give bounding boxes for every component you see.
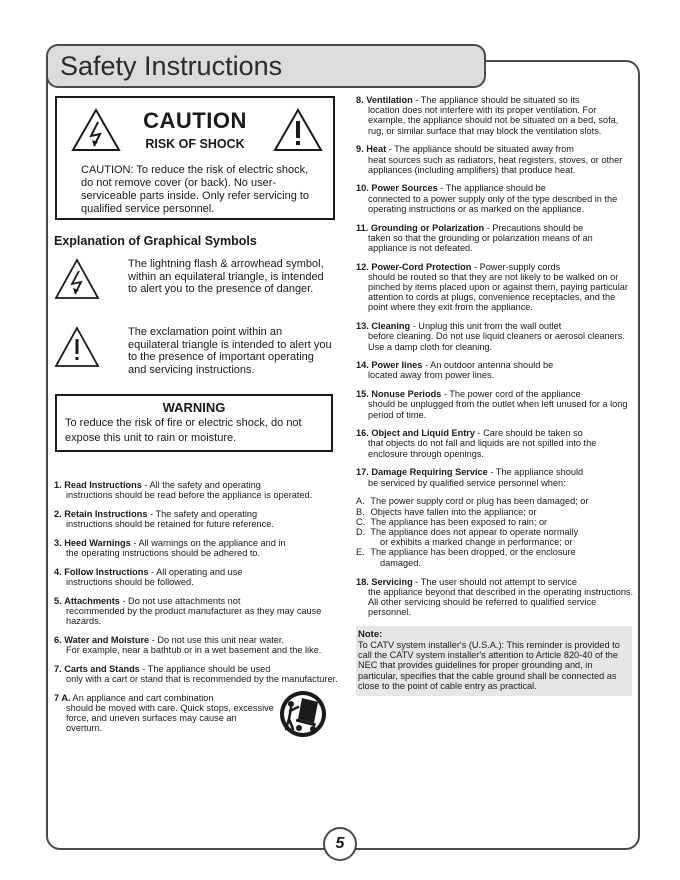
list-item: 8. Ventilation - The appliance should be situated so its location does not interfere with its proper ventilation. For example, the appliance should not be situated on a bed, sofa, rug, or similar surface that may block the ventilation slots.: [356, 95, 619, 136]
list-item: 10. Power Sources - The appliance should be connected to a power supply only of the type described in the operating instructions or as marked on the appliance.: [356, 183, 618, 214]
caution-subtitle: RISK OF SHOCK: [145, 137, 245, 151]
caution-title: CAUTION: [143, 108, 247, 133]
list-item: C. The appliance has been exposed to rain; or: [356, 516, 548, 527]
right-column: [356, 95, 634, 696]
exclamation-description: The exclamation point within an equilateral triangle is intended to alert you to the presence of important operating and servicing instructions.: [128, 326, 332, 376]
list-item: 6. Water and Moisture - Do not use this unit near water. For example, near a bathtub or in a wet basement and the like.: [54, 634, 322, 655]
list-item: 5. Attachments - Do not use attachments not recommended by the product manufacturer as they may cause hazards.: [54, 595, 322, 627]
note-text: To CATV system installer's (U.S.A.): This reminder is provided to call the CATV system installer's attention to Article 820-40 of the NEC that provides guidelines for proper grounding and, in particular, specifies that the cable ground shall be connected as close to the point of cable entry as practical.: [358, 640, 620, 691]
cart-tipover-icon: [278, 689, 328, 739]
list-item: 1. Read Instructions - All the safety and operating instructions should be read before the appliance is operated.: [54, 480, 313, 501]
warning-title: WARNING: [162, 400, 226, 415]
exclamation-triangle-icon: [273, 108, 323, 152]
cart-warning-item: 7 A. An appliance and cart combination should be moved with care. Quick stops, excessive force, and uneven surfaces may cause an overturn.: [54, 693, 338, 734]
page-title: Safety Instructions: [60, 51, 283, 81]
left-column: [54, 96, 338, 742]
list-item: E. The appliance has been dropped, or the enclosure damaged.: [356, 547, 576, 568]
list-item: 13. Cleaning - Unplug this unit from the wall outlet before cleaning. Do not use liquid cleaners or aerosol cleaners. Use a damp cloth for cleaning.: [356, 321, 625, 352]
list-item: 16. Object and Liquid Entry - Care should be taken so that objects do not fall and liquids are not spilled into the enclosure through openings.: [356, 428, 597, 459]
lightning-description: The lightning flash & arrowhead symbol, within an equilateral triangle, is intended to alert you to the presence of danger.: [128, 258, 324, 295]
list-item: 9. Heat - The appliance should be situated away from heat sources such as radiators, heat registers, stoves, or other appliances (including amplifiers) that produce heat.: [356, 144, 623, 175]
caution-text: CAUTION: To reduce the risk of electric shock, do not remove cover (or back). No user-serviceable parts inside. Only refer servicing to qualified service personnel.: [81, 164, 310, 215]
list-item: 17. Damage Requiring Service - The appliance should be serviced by qualified service personnel when:: [356, 467, 584, 488]
warning-box: [55, 394, 333, 452]
list-item: D. The appliance does not appear to operate normally or exhibits a marked change in performance; or: [356, 526, 579, 548]
list-item: 14. Power lines - An outdoor antenna should be located away from power lines.: [356, 360, 554, 381]
damage-conditions-list: [356, 496, 634, 567]
list-item: 18. Servicing - The user should not attempt to service the appliance beyond that described in the operating instructions. All other servicing should be referred to qualified service personnel.: [356, 576, 634, 618]
lightning-symbol-row: [54, 258, 338, 316]
list-item: 3. Heed Warnings - All warnings on the appliance and in the operating instructions should be adhered to.: [54, 537, 286, 559]
list-item: A. The power supply cord or plug has been damaged; or: [356, 496, 589, 507]
instructions-left-list: [54, 480, 338, 733]
list-item: 2. Retain Instructions - The safety and operating instructions should be retained for future reference.: [54, 508, 274, 530]
title-tab: [46, 44, 486, 88]
list-item: 15. Nonuse Periods - The power cord of the appliance should be unplugged from the outlet when left unused for a long period of time.: [356, 389, 628, 420]
symbols-heading: Explanation of Graphical Symbols: [54, 234, 257, 248]
list-item: 12. Power-Cord Protection - Power-supply cords should be routed so that they are not likely to be walked on or pinched by items placed upon or against them, paying particular attention to cords at plugs, convenience receptacles, and the point where they exit from the appliance.: [356, 261, 628, 313]
instructions-right-list: [356, 95, 634, 488]
caution-box: [55, 96, 335, 220]
list-item: B. Objects have fallen into the appliance; or: [356, 506, 537, 517]
list-item: 11. Grounding or Polarization - Precautions should be taken so that the grounding or polarization means of an appliance is not defeated.: [356, 222, 593, 253]
servicing-list: [356, 577, 634, 618]
catv-note: [356, 626, 632, 696]
lightning-symbol-icon: [54, 258, 100, 300]
list-item: 4. Follow Instructions - All operating and use instructions should be followed.: [54, 566, 243, 587]
list-item: 7. Carts and Stands - The appliance should be used only with a cart or stand that is recommended by the manufacturer.: [54, 663, 338, 684]
warning-text: To reduce the risk of fire or electric shock, do not expose this unit to rain or moisture.: [65, 417, 302, 444]
note-title: Note:: [358, 629, 383, 641]
exclamation-symbol-icon: [54, 326, 100, 368]
page-number: 5: [323, 827, 357, 861]
exclamation-symbol-row: [54, 326, 338, 384]
